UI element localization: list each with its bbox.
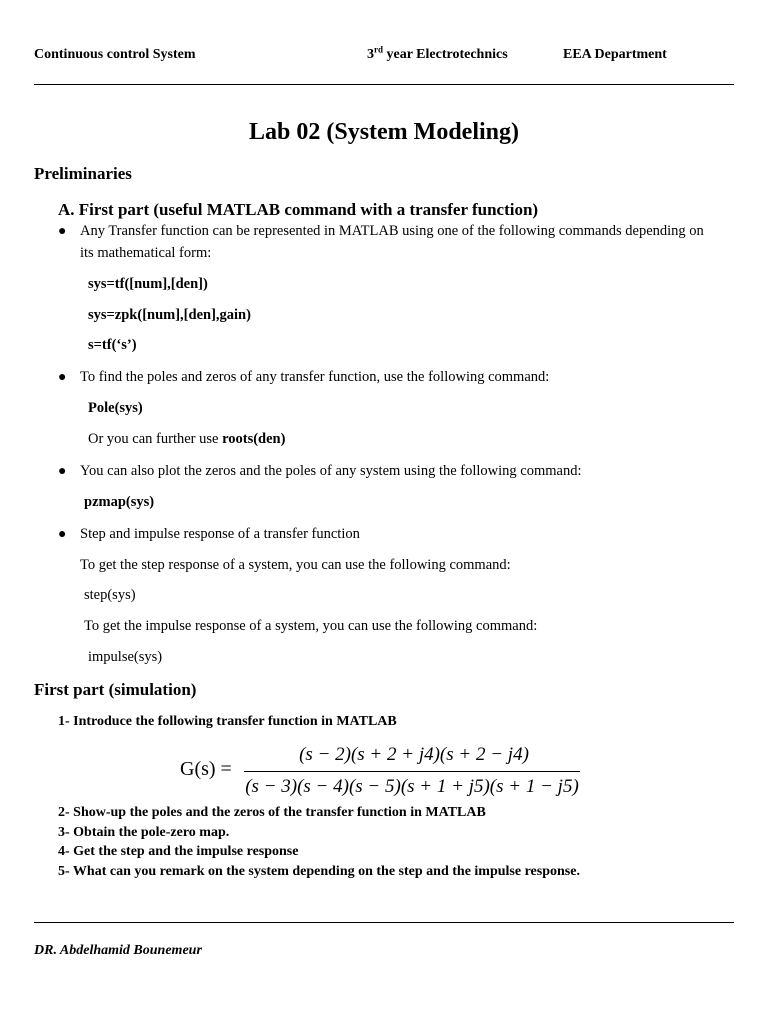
header-rule	[34, 84, 734, 85]
header-year-sup: rd	[374, 44, 383, 55]
header-year-rest: year Electrotechnics	[383, 47, 508, 62]
sim-item-2: 2- Show-up the poles and the zeros of the transfer function in MATLAB	[58, 805, 486, 820]
cmd-tf: sys=tf([num],[den])	[88, 276, 208, 292]
impulse-text: To get the impulse response of a system, you can use the following command:	[84, 618, 538, 634]
page-title: Lab 02 (System Modeling)	[249, 119, 519, 145]
equation-denominator: (s − 3)(s − 4)(s − 5)(s + 1 + j5)(s + 1 − j5)	[245, 776, 579, 797]
part-a-heading: A. First part (useful MATLAB command with a transfer function)	[58, 200, 539, 219]
cmd-step: step(sys)	[84, 587, 136, 603]
bullet1-line2: its mathematical form:	[80, 245, 212, 261]
simulation-heading: First part (simulation)	[34, 680, 197, 699]
cmd-pole: Pole(sys)	[88, 400, 143, 416]
step-text: To get the step response of a system, you can use the following command:	[80, 557, 511, 573]
cmd-pzmap: pzmap(sys)	[84, 494, 155, 510]
bullet4-text: Step and impulse response of a transfer function	[80, 526, 360, 542]
fraction-bar	[244, 771, 580, 772]
header-year	[367, 44, 508, 63]
footer-rule	[34, 922, 734, 923]
bullet-icon: ●	[58, 370, 67, 385]
cmd-s: s=tf(‘s’)	[88, 337, 137, 353]
preliminaries-heading: Preliminaries	[34, 164, 132, 183]
sim-item-1: 1- Introduce the following transfer function in MATLAB	[58, 714, 397, 729]
bullet-icon: ●	[58, 224, 67, 239]
bullet1-line1: Any Transfer function can be represented in MATLAB using one of the following commands depending on	[80, 223, 704, 239]
sim-item-3: 3- Obtain the pole-zero map.	[58, 825, 230, 840]
bullet-icon: ●	[58, 527, 67, 542]
header-year-num: 3	[367, 47, 374, 62]
sim-item-4: 4- Get the step and the impulse response	[58, 844, 299, 859]
bullet-icon: ●	[58, 464, 67, 479]
equation-lhs: G(s) =	[180, 758, 232, 780]
cmd-impulse: impulse(sys)	[88, 649, 163, 665]
equation-numerator: (s − 2)(s + 2 + j4)(s + 2 − j4)	[299, 744, 529, 765]
bullet2-text: To find the poles and zeros of any transfer function, use the following command:	[80, 369, 550, 385]
or-roots-line	[88, 431, 285, 448]
bullet3-text: You can also plot the zeros and the poles of any system using the following command:	[80, 463, 582, 479]
sim-item-5: 5- What can you remark on the system depending on the step and the impulse response.	[58, 864, 580, 879]
header-course: Continuous control System	[34, 47, 196, 62]
or-text: Or you can further use	[88, 431, 223, 447]
header-department: EEA Department	[563, 47, 667, 62]
cmd-zpk: sys=zpk([num],[den],gain)	[88, 307, 251, 323]
cmd-roots: roots(den)	[222, 431, 286, 447]
footer-author: DR. Abdelhamid Bounemeur	[34, 943, 202, 958]
